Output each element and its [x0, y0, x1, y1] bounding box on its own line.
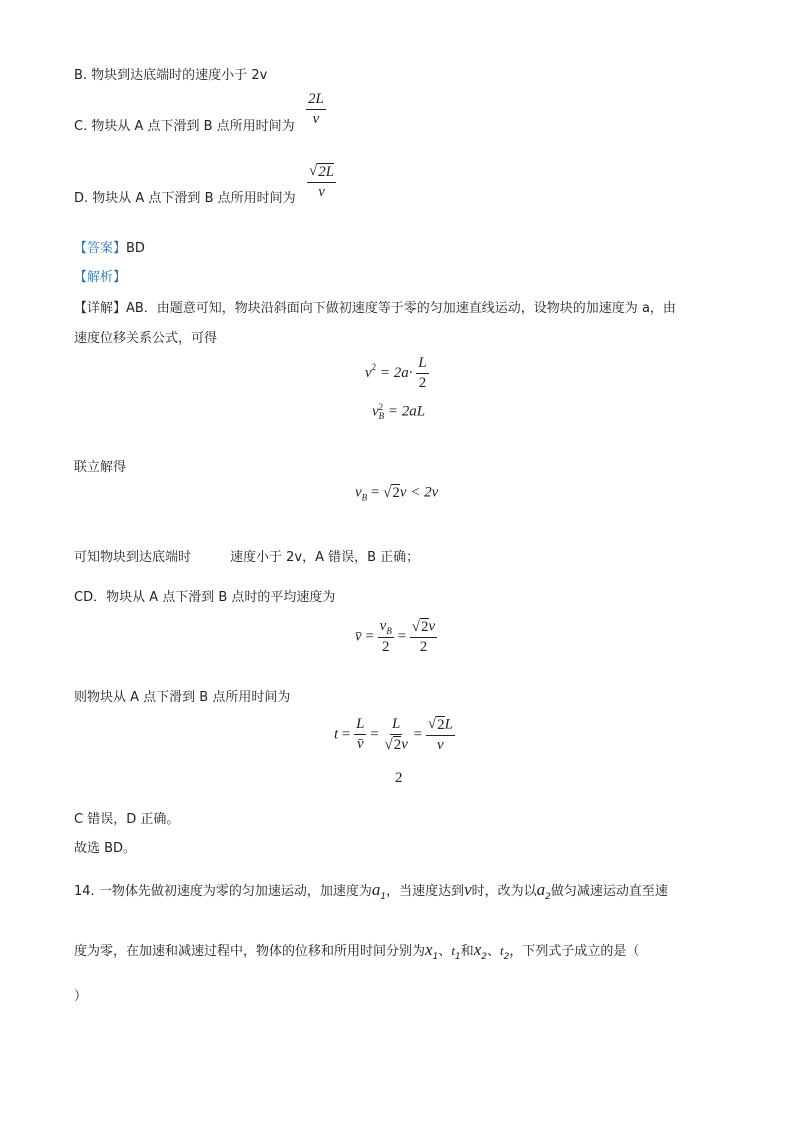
option-d-denominator: v [318, 183, 325, 200]
option-d-fraction [307, 163, 336, 201]
answer-label: 【答案】 [74, 241, 127, 256]
equation-5: t = $\frac{L}{v̄}$ = L √ 2 v = √ 2 L v [334, 716, 453, 754]
option-c-numerator: 2L [306, 91, 326, 110]
option-d-numerator: 2L [318, 164, 335, 180]
sqrt-symbol: √ 2L [309, 163, 335, 180]
cd-line: CD．物块从 A 点下滑到 B 点时的平均速度为 [74, 590, 336, 605]
option-c-fraction [306, 91, 326, 129]
option-c-denominator: v [312, 111, 320, 128]
answer-value: BD [126, 241, 145, 256]
cd-conclusion: C 错误，D 正确。 [74, 812, 180, 827]
q14-line-2: 度为零，在加速和减速过程中，物体的位移和所用时间分别为$x_1$、$t_1$和$x_2$、$t_2$，下列式子成立的是（ [74, 940, 640, 962]
option-c: C. 物块从 A 点下滑到 B 点所用时间为 [74, 119, 295, 134]
equation-2: v 2 B = 2aL [372, 402, 426, 421]
final-answer: 故选 BD。 [74, 841, 137, 856]
conclusion-ab: 可知物块到达底端时 速度小于 2v，A 错误，B 正确； [74, 550, 420, 565]
ze-line: 则物块从 A 点下滑到 B 点所用时间为 [74, 690, 291, 705]
option-d: D. 物块从 A 点下滑到 B 点所用时间为 [74, 191, 296, 206]
equation-1: $v^2 = 2a\cdot$ $\frac{L}{2}$ [365, 355, 427, 392]
q14-line-1: 14. 一物体先做初速度为零的匀加速运动，加速度为$a_1$，当速度达到v时，改为以$a_2$做匀减速运动直至速 [74, 880, 668, 902]
option-b: B. 物块到达底端时的速度小于 2v [74, 68, 268, 83]
detail-line-2: 速度位移关系公式，可得 [74, 331, 218, 346]
lianli-line: 联立解得 [74, 460, 127, 475]
equation-5-lower-denominator: 2 [395, 770, 403, 786]
detail-line-1: 【详解】AB．由题意可知，物块沿斜面向下做初速度等于零的匀加速直线运动，设物块的加速度为 a，由 [74, 301, 676, 316]
q14-line-3: ） [74, 989, 88, 1004]
answer-line [74, 237, 145, 256]
analysis-label: 【解析】 [74, 270, 127, 285]
equation-4: v̄ = $\frac{v_B}{2}$ = √ 2 v 2 [355, 618, 436, 656]
equation-3: $v_B$ = √ 2 v < 2v [355, 484, 439, 503]
